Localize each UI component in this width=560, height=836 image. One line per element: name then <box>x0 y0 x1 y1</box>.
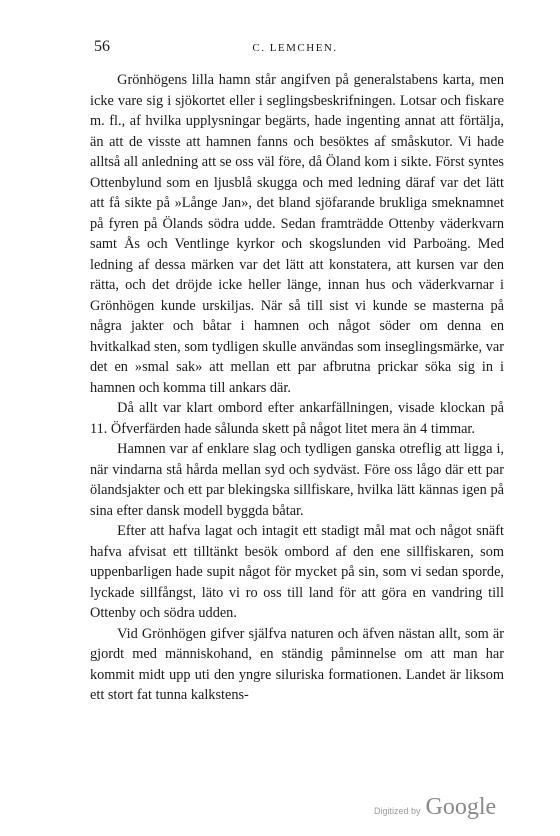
paragraph: Då allt var klart ombord efter ankarfällningen, visade klockan på 11. Öfverfärden hade sålunda skett på något litet mera än 4 timmar. <box>90 400 504 437</box>
watermark-prefix: Digitized by <box>374 806 421 816</box>
body-text <box>90 70 504 706</box>
digitized-watermark <box>374 794 496 821</box>
running-head: C. LEMCHEN. <box>252 42 338 54</box>
paragraph: Vid Grönhögen gifver själfva naturen och äfven nästan allt, som är gjordt med människohand, en ständig påminnelse om att man har kommit midt upp uti den yngre siluriska formationen. Landet är liksom ett stort fat tunna kalkstens- <box>90 625 504 703</box>
paragraph: Hamnen var af enklare slag och tydligen ganska otreflig att ligga i, när vindarna stå hårda mellan syd och sydväst. Före oss lågo där ett par ölandsjakter och ett par blekingska sillfiskare, hvilka lätt kännas igen på sina efter dansk modell byggda båtar. <box>90 441 504 519</box>
paragraph: Efter att hafva lagat och intagit ett stadigt mål mat och något snäft hafva afvisat ett tilltänkt besök ombord af den ene sillfiskaren, som uppenbarligen hade supit något för mycket på sin, som vi sedan sporde, lyckade sillfångst, läto vi ro oss till land för att göra en vandring till Ottenby och södra udden. <box>90 523 504 621</box>
google-logo: Google <box>425 794 497 820</box>
page-number: 56 <box>94 38 110 55</box>
paragraph: Grönhögens lilla hamn står angifven på generalstabens karta, men icke vare sig i sjökortet eller i seglingsbeskrifningen. Lotsar och fiskare m. fl., af hvilka upplysningar begärts, hade ingenting annat att förtälja, än att de visste att hamnen fanns och besöktes af småskutor. Vi hade alltså all anledning att se oss väl före, då Öland kom i sikte. Först syntes Ottenbylund som en ljusblå skugga och med ledning däraf var det lätt att få sikte på »Långe Jan», det bland sjöfarande brukliga smeknamnet på fyren på Ölands södra udde. Sedan framträdde Ottenby väderkvarn samt Ås och Ventlinge kyrkor och skogslunden vid Parboäng. Med ledning af dessa märken var det lätt att konstatera, att kursen var den rätta, och det dröjde icke heller länge, innan hus och väderkvarnar i Grönhögen kunde urskiljas. När så till sist vi kunde se masterna på några jakter och båtar i hamnen och något söder om denna en hvitkalkad sten, som tydligen skulle användas som inseglingsmärke, var det en »smal sak» att mellan ett par afbrutna prickar söka sig in i hamnen och komma till ankars där. <box>90 72 504 396</box>
